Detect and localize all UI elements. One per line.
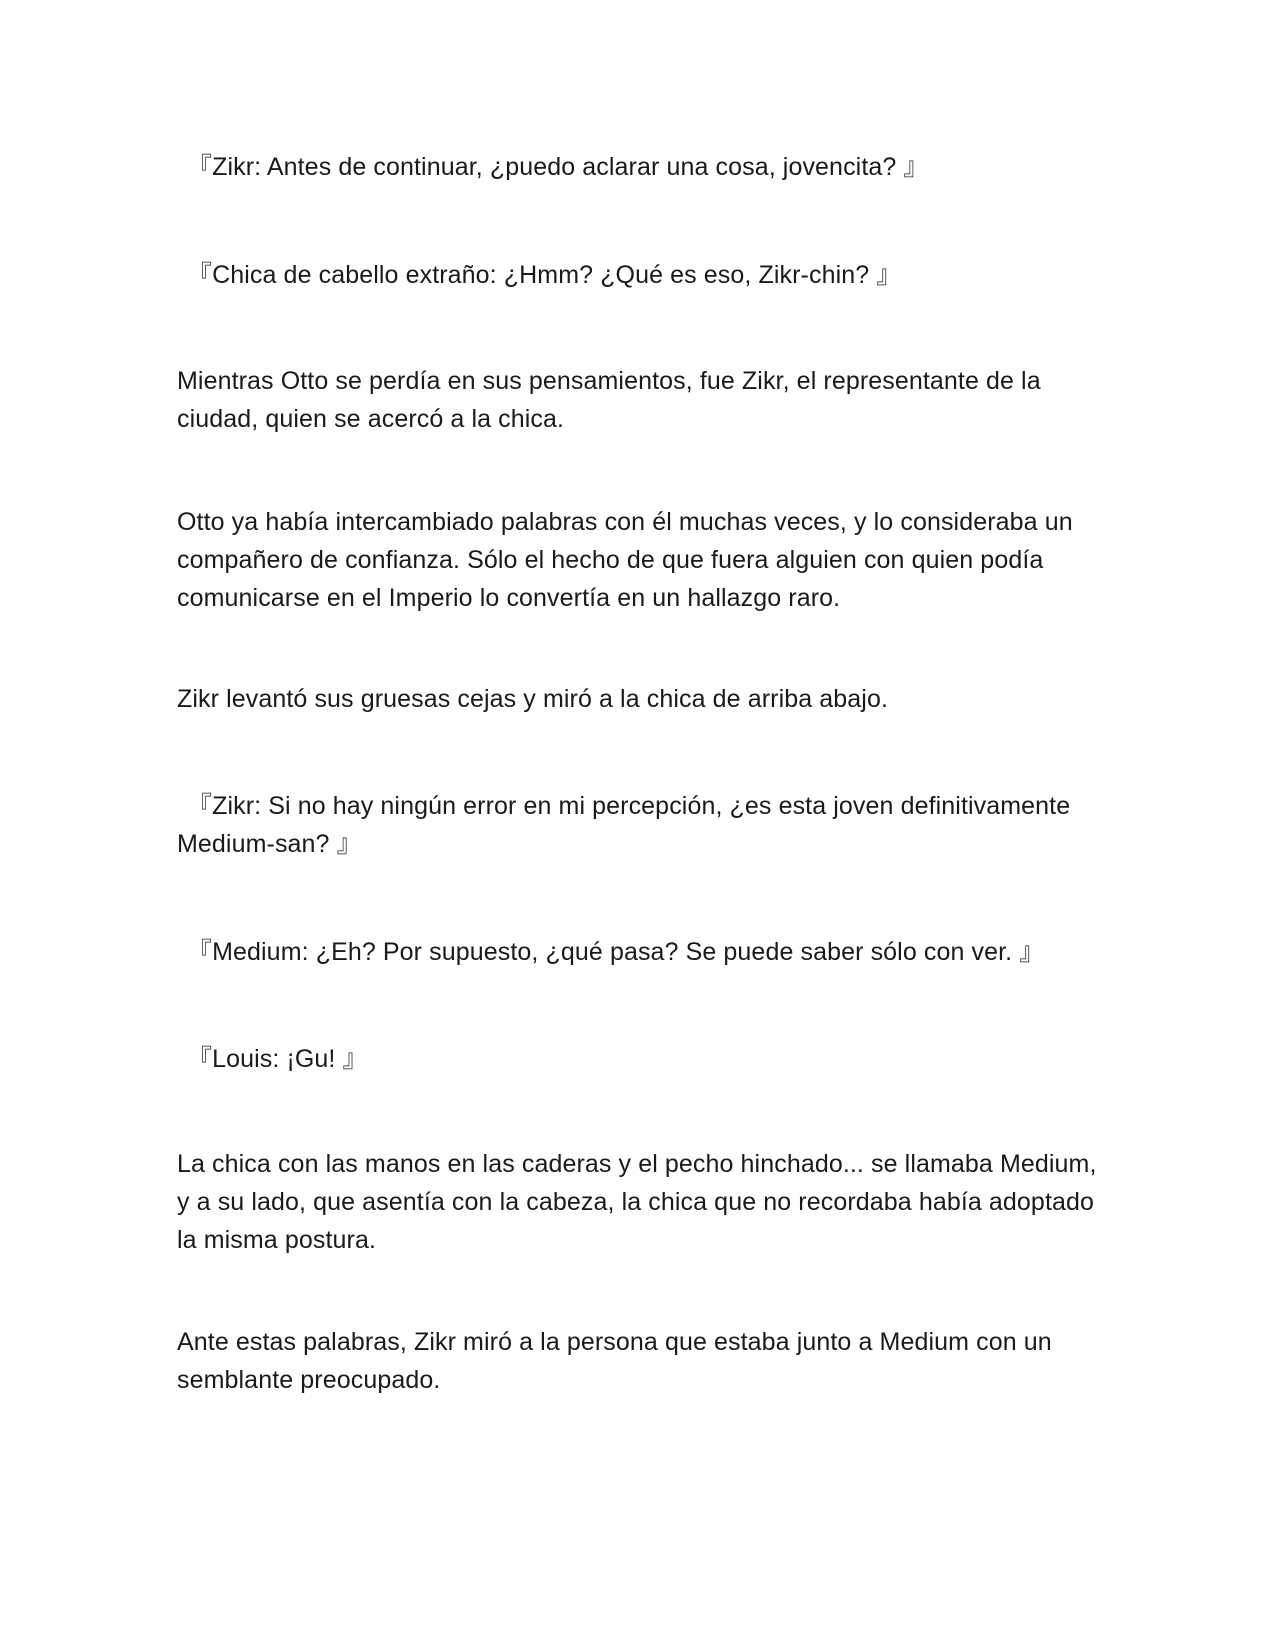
narration-paragraph: La chica con las manos en las caderas y el pecho hinchado... se llamaba Medium, y a su lado, que asentía con la cabeza, la chica que no recordaba había adoptado la misma postura.: [177, 1150, 1104, 1254]
narration-paragraph: Otto ya había intercambiado palabras con él muchas veces, y lo consideraba un compañero de confianza. Sólo el hecho de que fuera alguien con quien podía comunicarse en el Imperio lo convertía en un hallazgo raro.: [177, 508, 1080, 612]
dialogue-zikr-perception: 『Zikr: Si no hay ningún error en mi percepción, ¿es esta joven definitivamente Medium-san? 』: [177, 792, 1078, 858]
dialogue-louis: 『Louis: ¡Gu! 』: [187, 1045, 368, 1073]
narration-paragraph: Mientras Otto se perdía en sus pensamientos, fue Zikr, el representante de la ciudad, quien se acercó a la chica.: [177, 367, 1048, 433]
dialogue-medium: 『Medium: ¿Eh? Por supuesto, ¿qué pasa? Se puede saber sólo con ver. 』: [187, 938, 1045, 966]
dialogue-zikr-question: 『Zikr: Antes de continuar, ¿puedo aclarar una cosa, jovencita? 』: [187, 153, 929, 181]
dialogue-strange-haired-girl: 『Chica de cabello extraño: ¿Hmm? ¿Qué es eso, Zikr-chin? 』: [187, 261, 902, 289]
narration-paragraph: Ante estas palabras, Zikr miró a la persona que estaba junto a Medium con un semblante preocupado.: [177, 1328, 1059, 1394]
narration-paragraph: Zikr levantó sus gruesas cejas y miró a la chica de arriba abajo.: [177, 685, 888, 713]
